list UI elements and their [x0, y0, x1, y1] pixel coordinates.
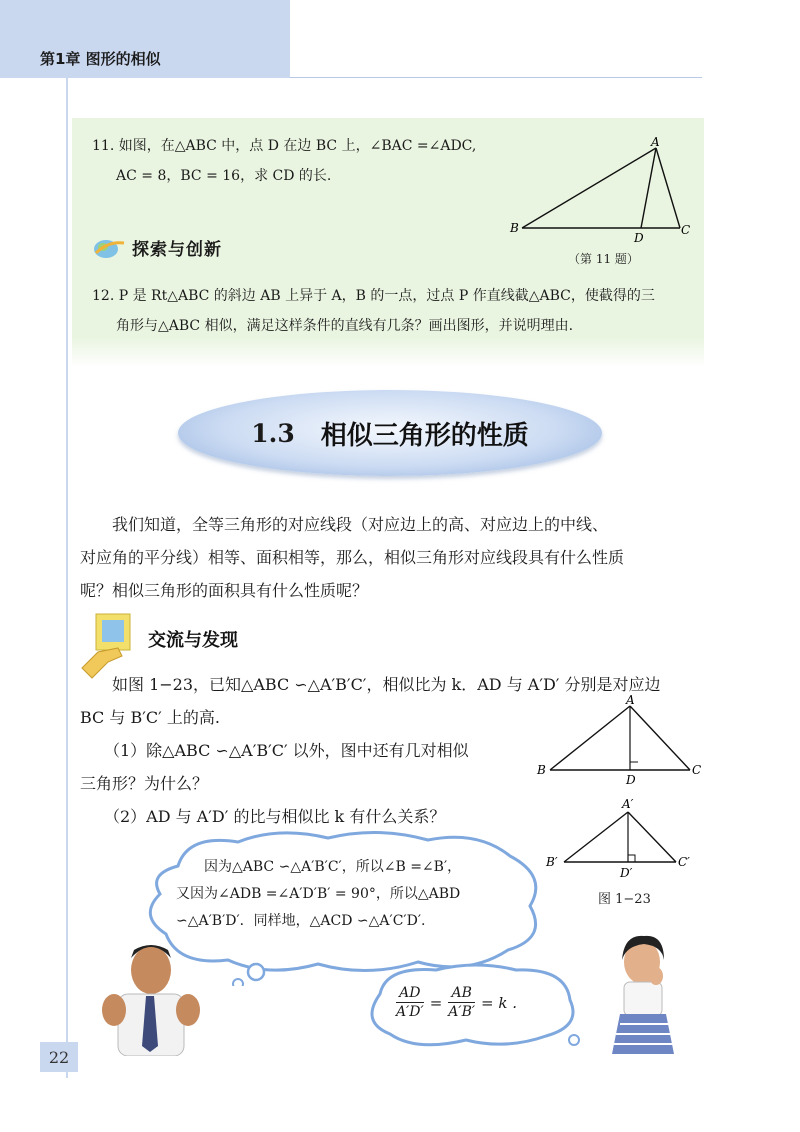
panel-fade [72, 338, 704, 368]
fig-top-label-c: C [692, 763, 702, 777]
boy-illustration [96, 936, 206, 1056]
fig-bottom-label-b: B′ [546, 855, 558, 869]
formula-equals: = [429, 993, 443, 1012]
question-11-line1: 11. 如图，在△ABC 中，点 D 在边 BC 上，∠BAC =∠ADC, [92, 138, 477, 154]
formula-tail: = k . [481, 993, 518, 1012]
fraction-ab [448, 984, 475, 1021]
discuss-q2: （2）AD 与 A′D′ 的比与相似比 k 有什么关系？ [104, 807, 446, 826]
fraction-ad [396, 984, 424, 1021]
section-title: 相似三角形的性质 [320, 420, 529, 451]
discuss-title: 交流与发现 [148, 630, 238, 651]
section-number: 1.3 [251, 418, 295, 448]
girl-illustration [604, 930, 684, 1060]
fig11-label-c: C [681, 223, 691, 237]
explore-heading [92, 232, 222, 262]
discuss-q1-line1: （1）除△ABC ∽△A′B′C′ 以外，图中还有几对相似 [104, 741, 469, 760]
discuss-p1-line1: 如图 1−23，已知△ABC ∽△A′B′C′，相似比为 k．AD 与 A′D′ 分别是对应边 [112, 675, 661, 694]
fraction-ab-den: A′B′ [448, 1004, 476, 1020]
discuss-p1-line2: BC 与 B′C′ 上的高. [80, 708, 220, 727]
margin-line [66, 78, 68, 1078]
cloud-line-1: 因为△ABC ∽△A′B′C′，所以∠B =∠B′， [204, 859, 462, 875]
fig-bottom-label-d: D′ [620, 866, 633, 880]
cloud-line-3: ∽△A′B′D′．同样地，△ACD ∽△A′C′D′. [176, 913, 426, 929]
discuss-q1-line2: 三角形？为什么？ [80, 774, 209, 793]
intro-line-2: 对应角的平分线）相等、面积相等，那么，相似三角形对应线段具有什么性质 [80, 548, 625, 567]
fig-bottom-label-c: C′ [678, 855, 690, 869]
similarity-formula [396, 984, 517, 1021]
question-12-line1: 12. P 是 Rt△ABC 的斜边 AB 上异于 A，B 的一点，过点 P 作直线截△ABC，使截得的三 [92, 288, 655, 304]
intro-line-1: 我们知道，全等三角形的对应线段（对应边上的高、对应边上的中线、 [112, 515, 609, 534]
chapter-title: 第1章 图形的相似 [40, 50, 161, 68]
globe-icon [92, 233, 126, 261]
figure-1-23 [534, 694, 714, 894]
section-banner [178, 390, 602, 476]
page-number: 22 [40, 1042, 78, 1072]
fig11-label-d: D [634, 231, 644, 245]
figure-11-caption: （第 11 题） [568, 252, 639, 266]
intro-paragraph [80, 508, 710, 607]
fig-bottom-label-a: A′ [622, 797, 634, 811]
fraction-ad-num: AD [396, 984, 423, 1003]
fig-top-label-a: A [626, 694, 635, 707]
intro-line-3: 呢？相似三角形的面积具有什么性质呢？ [80, 581, 369, 600]
header-rule [290, 77, 702, 78]
question-11-line2: AC = 8，BC = 16，求 CD 的长. [116, 168, 332, 184]
fig-top-label-d: D [626, 773, 636, 787]
explore-title: 探索与创新 [132, 239, 222, 260]
cloud-line-2: 又因为∠ADB =∠A′D′B′ = 90°，所以△ABD [176, 886, 461, 902]
fig11-label-b: B [510, 221, 519, 235]
fraction-ad-den: A′D′ [396, 1004, 424, 1020]
fraction-ab-num: AB [448, 984, 474, 1003]
fig11-label-a: A [651, 136, 660, 149]
question-12-line2: 角形与△ABC 相似，满足这样条件的直线有几条？画出图形，并说明理由. [116, 318, 574, 334]
figure-1-23-caption: 图 1−23 [598, 892, 651, 907]
figure-11 [508, 136, 698, 246]
fig-top-label-b: B [537, 763, 546, 777]
